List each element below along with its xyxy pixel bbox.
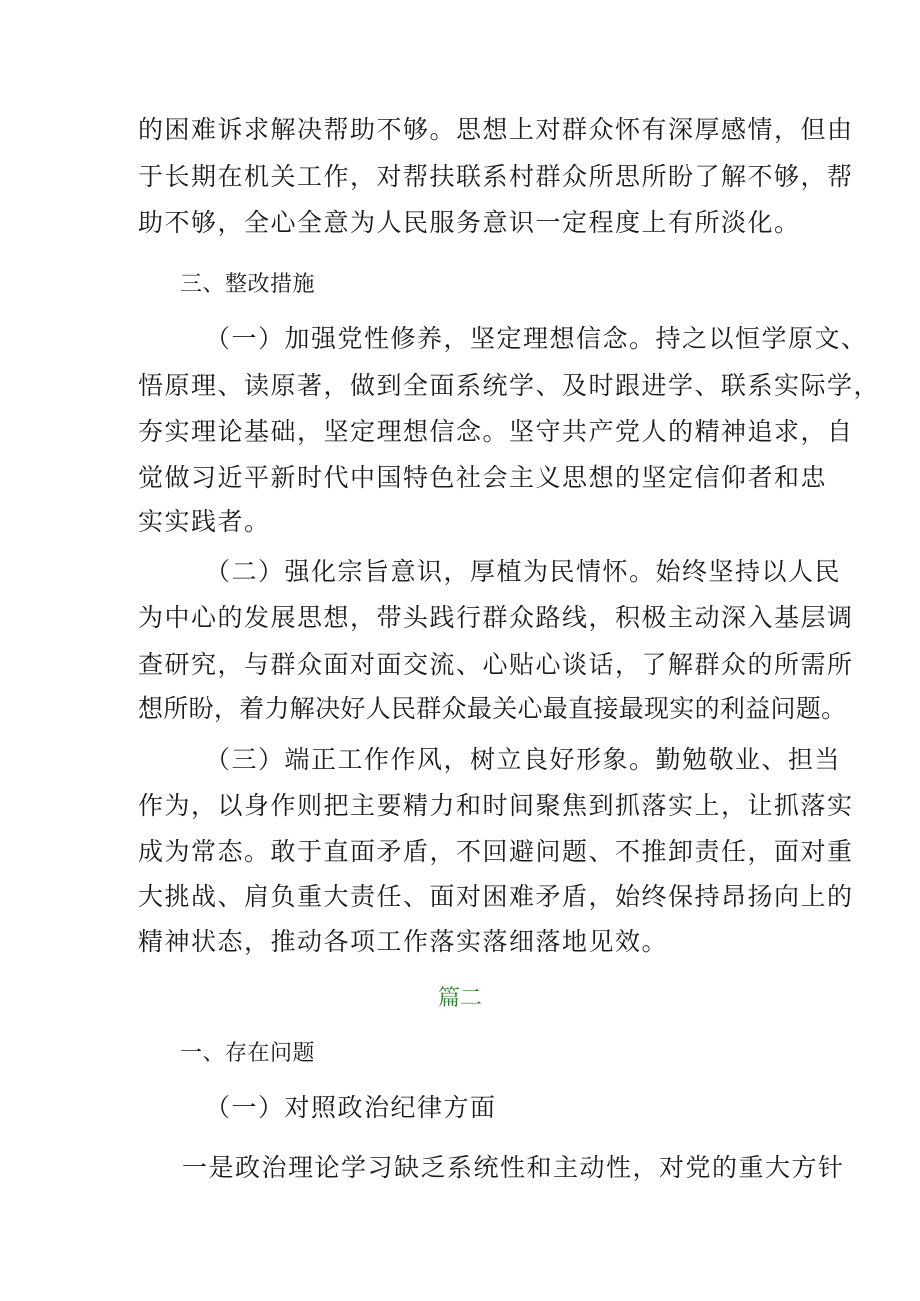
p2-line-3: 夯实理论基础，坚定理想信念。坚守共产党人的精神追求，自 — [138, 417, 854, 446]
p1-line-3: 助不够，全心全意为人民服务意识一定程度上有所淡化。 — [138, 208, 801, 237]
p3-line-3: 查研究，与群众面对面交流、心贴心谈话，了解群众的所需所 — [138, 650, 854, 679]
p2-line-2: 悟原理、读原著，做到全面系统学、及时跟进学、联系实际学， — [138, 371, 881, 400]
heading-existing-problems: 一、存在问题 — [180, 1041, 316, 1066]
p4-line-3: 成为常态。敢于直面矛盾，不回避问题、不推卸责任，面对重 — [138, 837, 854, 866]
p4-line-4: 大挑战、肩负重大责任、面对困难矛盾，始终保持昂扬向上的 — [138, 882, 854, 911]
p1-line-2: 于长期在机关工作，对帮扶联系村群众所思所盼了解不够，帮 — [138, 162, 854, 191]
p4-line-1: （三）端正工作作风，树立良好形象。勤勉敬业、担当 — [205, 745, 842, 774]
p3-line-1: （二）强化宗旨意识，厚植为民情怀。始终坚持以人民 — [205, 557, 842, 586]
subheading-political-discipline: （一）对照政治纪律方面 — [205, 1093, 497, 1122]
p2-line-1: （一）加强党性修养，坚定理想信念。持之以恒学原文、 — [205, 324, 868, 353]
p3-line-4: 想所盼，着力解决好人民群众最关心最直接最现实的利益问题。 — [138, 694, 847, 723]
heading-rectification-measures: 三、整改措施 — [180, 272, 316, 297]
p4-line-5: 精神状态，推动各项工作落实落细落地见效。 — [138, 927, 669, 956]
section-title: 篇二 — [437, 986, 482, 1011]
p3-line-2: 为中心的发展思想，带头践行群众路线，积极主动深入基层调 — [138, 603, 854, 632]
p2-line-5: 实实践者。 — [138, 507, 271, 536]
p1-line-1: 的困难诉求解决帮助不够。思想上对群众怀有深厚感情，但由 — [138, 115, 854, 144]
p4-line-2: 作为，以身作则把主要精力和时间聚焦到抓落实上，让抓落实 — [138, 791, 854, 820]
p5-line-1: 一是政治理论学习缺乏系统性和主动性，对党的重大方针 — [182, 1153, 845, 1182]
p2-line-4: 觉做习近平新时代中国特色社会主义思想的坚定信仰者和忠 — [138, 463, 828, 492]
